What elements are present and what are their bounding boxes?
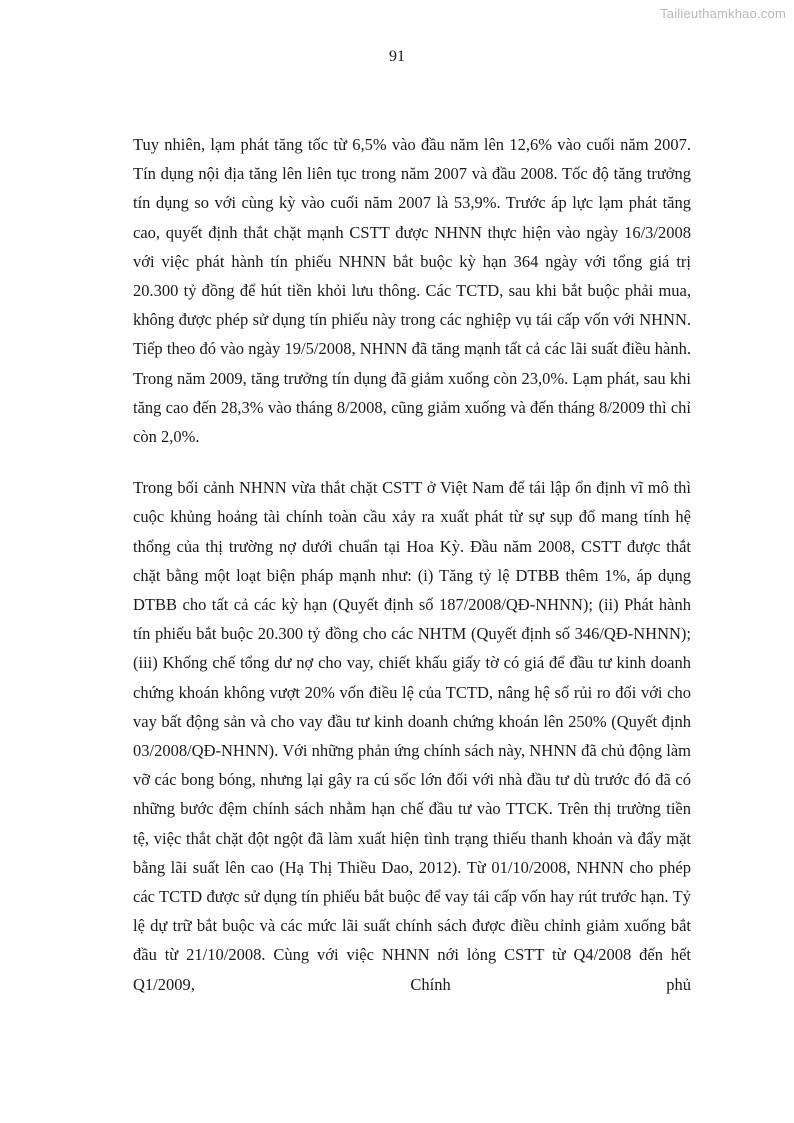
- document-body: [133, 130, 691, 1021]
- paragraph-2: Trong bối cảnh NHNN vừa thắt chặt CSTT ở Việt Nam để tái lập ổn định vĩ mô thì cuộc khủng hoảng tài chính toàn cầu xảy ra xuất phát từ sự sụp đổ mang tính hệ thống của thị trường nợ dưới chuẩn tại Hoa Kỳ. Đầu năm 2008, CSTT được thắt chặt bằng một loạt biện pháp mạnh như: (i) Tăng tỷ lệ DTBB thêm 1%, áp dụng DTBB cho tất cả các kỳ hạn (Quyết định số 187/2008/QĐ-NHNN); (ii) Phát hành tín phiếu bắt buộc 20.300 tỷ đồng cho các NHTM (Quyết định số 346/QĐ-NHNN); (iii) Khống chế tổng dư nợ cho vay, chiết khấu giấy tờ có giá để đầu tư kinh doanh chứng khoán không vượt 20% vốn điều lệ của TCTD, nâng hệ số rủi ro đối với cho vay bất động sản và cho vay đầu tư kinh doanh chứng khoán lên 250% (Quyết định 03/2008/QĐ-NHNN). Với những phản ứng chính sách này, NHNN đã chủ động làm vỡ các bong bóng, nhưng lại gây ra cú sốc lớn đối với nhà đầu tư dù trước đó đã có những bước đệm chính sách nhằm hạn chế đầu tư vào TTCK. Trên thị trường tiền tệ, việc thắt chặt đột ngột đã làm xuất hiện tình trạng thiếu thanh khoản và đẩy mặt bằng lãi suất lên cao (Hạ Thị Thiều Dao, 2012). Từ 01/10/2008, NHNN cho phép các TCTD được sử dụng tín phiếu bắt buộc để vay tái cấp vốn hay rút trước hạn. Tỷ lệ dự trữ bắt buộc và các mức lãi suất chính sách được điều chỉnh giảm xuống bắt đầu từ 21/10/2008. Cùng với việc NHNN nới lỏng CSTT từ Q4/2008 đến hết Q1/2009, Chính phủ: [133, 478, 691, 994]
- paragraph-1: Tuy nhiên, lạm phát tăng tốc từ 6,5% vào đầu năm lên 12,6% vào cuối năm 2007. Tín dụng nội địa tăng lên liên tục trong năm 2007 và đầu 2008. Tốc độ tăng trưởng tín dụng so với cùng kỳ vào cuối năm 2007 là 53,9%. Trước áp lực lạm phát tăng cao, quyết định thắt chặt mạnh CSTT được NHNN thực hiện vào ngày 16/3/2008 với việc phát hành tín phiếu NHNN bắt buộc kỳ hạn 364 ngày với tổng giá trị 20.300 tỷ đồng để hút tiền khỏi lưu thông. Các TCTD, sau khi bắt buộc phải mua, không được phép sử dụng tín phiếu này trong các nghiệp vụ tái cấp vốn với NHNN. Tiếp theo đó vào ngày 19/5/2008, NHNN đã tăng mạnh tất cả các lãi suất điều hành. Trong năm 2009, tăng trưởng tín dụng đã giảm xuống còn 23,0%. Lạm phát, sau khi tăng cao đến 28,3% vào tháng 8/2008, cũng giảm xuống và đến tháng 8/2009 thì chỉ còn 2,0%.: [133, 135, 691, 447]
- watermark: Tailieuthamkhao.com: [660, 6, 786, 21]
- page-number: 91: [389, 48, 405, 65]
